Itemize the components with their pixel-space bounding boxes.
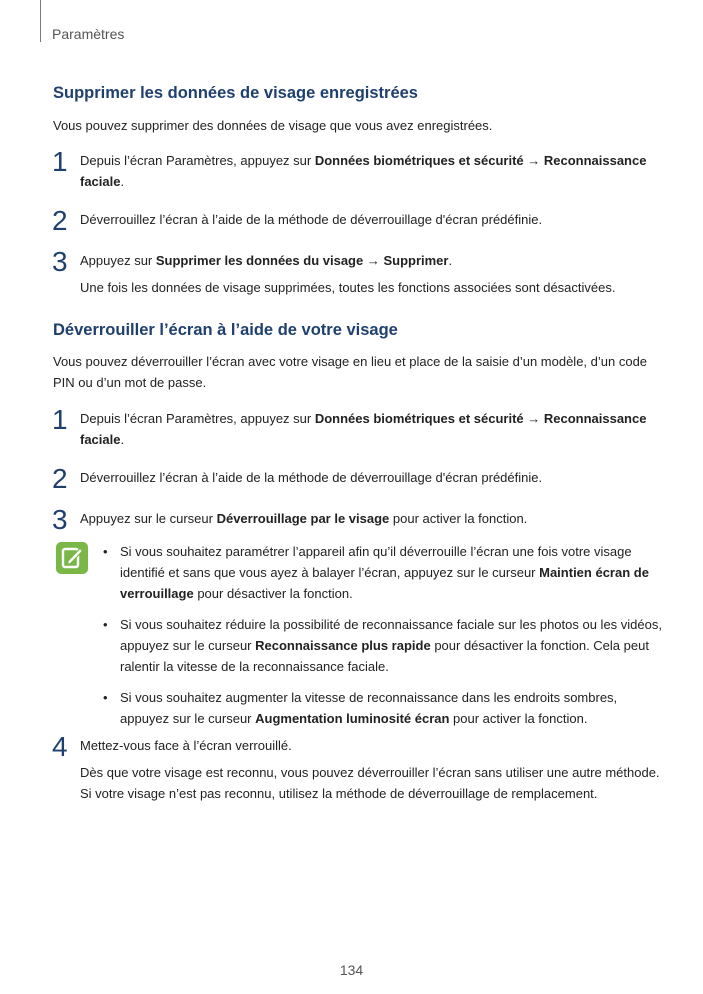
note-item: • Si vous souhaitez paramétrer l’appareil afin qu’il déverrouille l’écran une fois votre visage identifié et sans que vous ayez à balayer l’écran, appuyez sur le curseur Maintien écran de verrouillage pour désactiver la fonction. xyxy=(103,544,649,601)
step-text: Mettez-vous face à l’écran verrouillé. xyxy=(80,738,292,753)
switch-name-keep-lock-screen: Maintien écran de verrouillage xyxy=(120,565,649,601)
switch-name-brighten-screen: Augmentation luminosité écran xyxy=(255,711,450,726)
step-text: Déverrouillez l’écran à l’aide de la méthode de déverrouillage d'écran prédéfinie. xyxy=(80,470,543,485)
step-number: 4 xyxy=(52,731,68,762)
section-title-unlock-with-face: Déverrouiller l’écran à l’aide de votre visage xyxy=(53,321,398,339)
section-intro: Vous pouvez supprimer des données de visage que vous avez enregistrées. xyxy=(53,118,493,133)
step-text: Appuyez sur Supprimer les données du visage → Supprimer. xyxy=(80,253,453,268)
menu-path-delete-face-data: Supprimer les données du visage xyxy=(155,253,364,268)
step-number: 2 xyxy=(52,205,68,236)
step-number: 3 xyxy=(52,504,68,535)
section-intro: Vous pouvez déverrouiller l’écran avec votre visage en lieu et place de la saisie d’un modèle, d’un code PIN ou d’un mot de passe. xyxy=(53,354,648,390)
step-text: Appuyez sur le curseur Déverrouillage par le visage pour activer la fonction. xyxy=(80,511,528,526)
header-divider xyxy=(40,0,41,42)
step-text: Depuis l’écran Paramètres, appuyez sur Données biométriques et sécurité → Reconnaissance faciale. xyxy=(80,411,647,447)
switch-name-faster-recognition: Reconnaissance plus rapide xyxy=(255,638,431,653)
menu-path-face-recognition: Reconnaissance faciale xyxy=(80,411,647,447)
page-header-title: Paramètres xyxy=(52,26,125,42)
page-number: 134 xyxy=(339,962,364,978)
menu-path-biometrics: Données biométriques et sécurité xyxy=(314,153,524,168)
note-pencil-icon xyxy=(56,542,88,574)
menu-path-face-recognition: Reconnaissance faciale xyxy=(80,153,647,189)
step-number: 3 xyxy=(52,246,68,277)
step-number: 1 xyxy=(52,404,68,435)
step-detail: Une fois les données de visage supprimées, toutes les fonctions associées sont désactivées. xyxy=(80,280,616,295)
menu-path-biometrics: Données biométriques et sécurité xyxy=(314,411,524,426)
step-number: 1 xyxy=(52,146,68,177)
note-item: • Si vous souhaitez augmenter la vitesse de reconnaissance dans les endroits sombres, appuyez sur le curseur Augmentation luminosité écran pour activer la fonction. xyxy=(103,690,618,726)
step-detail: Dès que votre visage est reconnu, vous pouvez déverrouiller l’écran sans utiliser une autre méthode. Si votre visage n’est pas reconnu, utilisez la méthode de déverrouillage de remplacement. xyxy=(80,765,660,801)
step-text: Depuis l’écran Paramètres, appuyez sur Données biométriques et sécurité → Reconnaissance faciale. xyxy=(80,153,647,189)
section-title-delete-face-data: Supprimer les données de visage enregistrées xyxy=(53,84,418,102)
step-number: 2 xyxy=(52,463,68,494)
note-item: • Si vous souhaitez réduire la possibilité de reconnaissance faciale sur les photos ou les vidéos, appuyez sur le curseur Reconnaissance plus rapide pour désactiver la fonction. Cela peut ralentir la vitesse de la reconnaissance faciale. xyxy=(103,617,662,674)
note-list xyxy=(103,541,663,739)
step-text: Déverrouillez l’écran à l’aide de la méthode de déverrouillage d'écran prédéfinie. xyxy=(80,212,543,227)
menu-path-delete: Supprimer xyxy=(383,253,449,268)
switch-name-face-unlock: Déverrouillage par le visage xyxy=(216,511,390,526)
